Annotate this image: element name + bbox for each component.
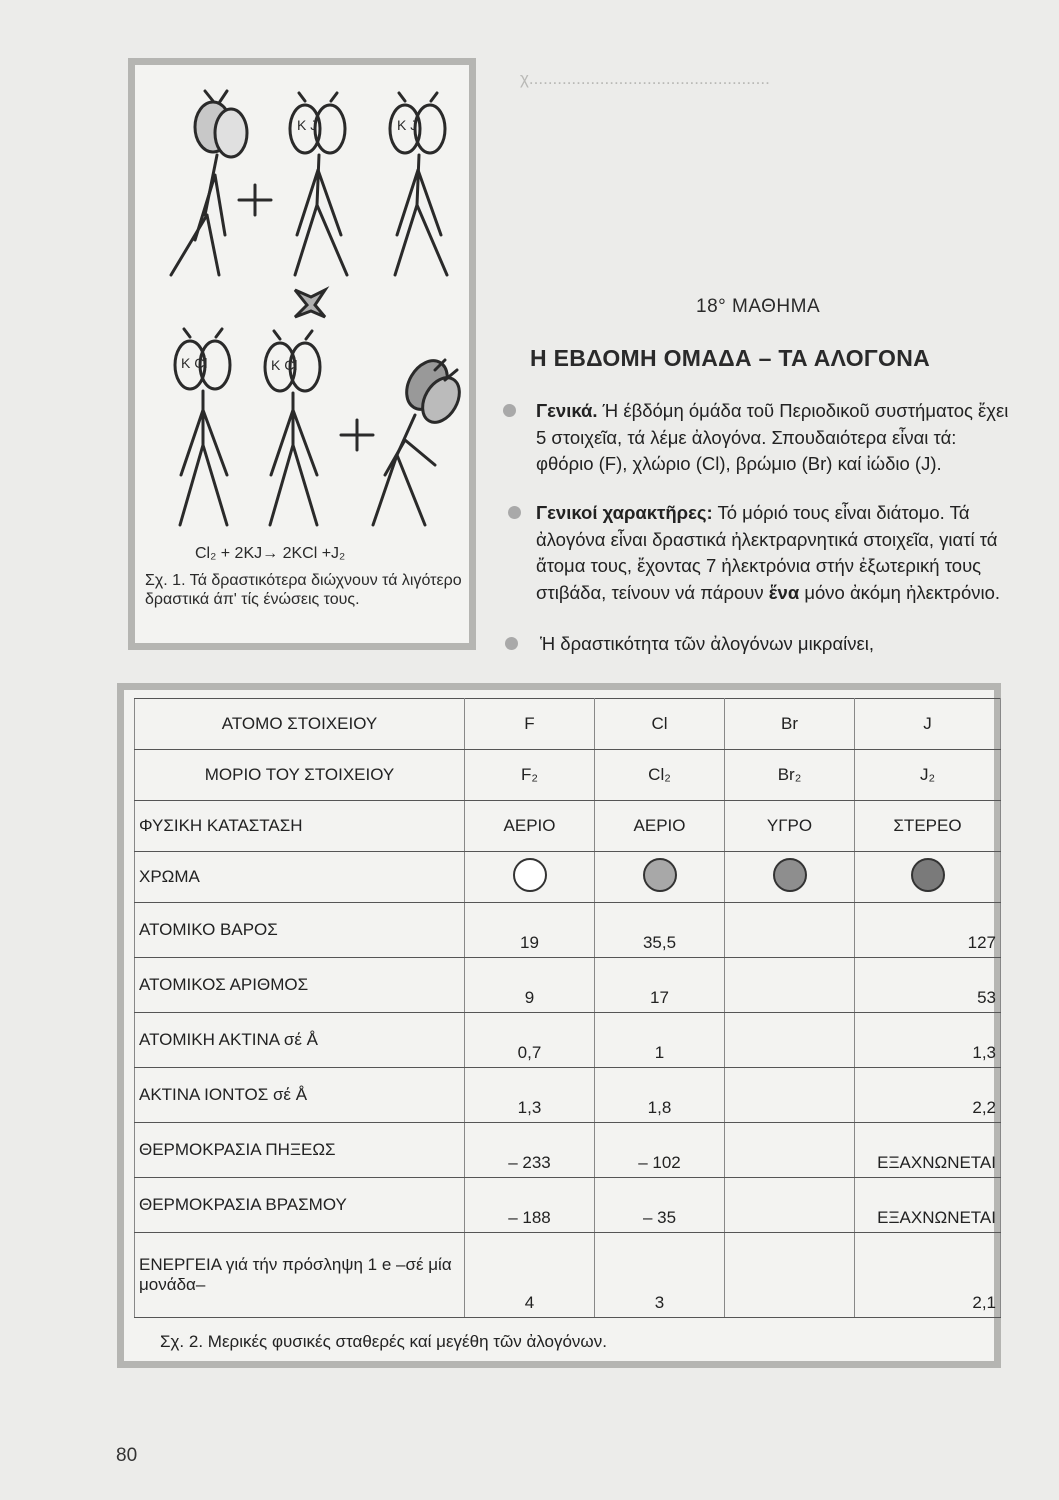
figure-1-caption: Σχ. 1. Τά δραστικότερα διώχνουν τά λιγότερο δραστικά άπ' τίς ένώσεις τους. <box>145 572 462 608</box>
lesson-number: 18° ΜΑΘΗΜΑ <box>696 296 821 317</box>
paragraph-general <box>536 398 1011 478</box>
label-kj-1-text: K J <box>297 117 318 133</box>
cell-f: – 233 <box>465 1123 595 1178</box>
cell-cl: Cl <box>595 699 725 750</box>
cell-br <box>725 852 855 903</box>
cell-f: 9 <box>465 958 595 1013</box>
emphasis-word: ἕνα <box>768 582 800 604</box>
row-label: ΑΤΟΜΙΚΟ ΒΑΡΟΣ <box>135 903 465 958</box>
row-label: ΑΤΟΜΟ ΣΤΟΙΧΕΙΟΥ <box>135 699 465 750</box>
table-row <box>135 958 1001 1013</box>
cell-j: J <box>855 699 1001 750</box>
paragraph-text: Ἡ δραστικότητα τῶν ἀλογόνων μικραίνει, <box>540 633 875 654</box>
cell-j: J₂ <box>855 750 1001 801</box>
row-label: ΕΝΕΡΓΕΙΑ γιά τήν πρόσληψη 1 e –σέ μία μονάδα– <box>135 1233 465 1318</box>
cell-f: 19 <box>465 903 595 958</box>
bullet-icon <box>505 637 518 650</box>
cell-j: ΕΞΑΧΝΩΝΕΤΑΙ <box>855 1178 1001 1233</box>
table-row <box>135 1013 1001 1068</box>
row-label: ΑΤΟΜΙΚΗ ΑΚΤΙΝΑ σέ Å <box>135 1013 465 1068</box>
figure-2-caption: Σχ. 2. Μερικές φυσικές σταθερές καί μεγέθη τῶν ἀλογόνων. <box>160 1332 607 1351</box>
reaction-equation: Cl₂ + 2KJ→ 2KCl +J₂ <box>195 545 346 562</box>
cell-f <box>465 852 595 903</box>
cell-f: – 188 <box>465 1178 595 1233</box>
cell-f: ΑΕΡΙΟ <box>465 801 595 852</box>
table-row <box>135 1233 1001 1318</box>
cell-cl: – 35 <box>595 1178 725 1233</box>
page-number: 80 <box>116 1445 138 1466</box>
cell-cl: 1 <box>595 1013 725 1068</box>
row-label: ΘΕΡΜΟΚΡΑΣΙΑ ΒΡΑΣΜΟΥ <box>135 1178 465 1233</box>
table-row <box>135 852 1001 903</box>
figure-2 <box>117 683 1001 1368</box>
table-row <box>135 1178 1001 1233</box>
row-label: ΦΥΣΙΚΗ ΚΑΤΑΣΤΑΣΗ <box>135 801 465 852</box>
chapter-title: Η ΕΒΔΟΜΗ ΟΜΑΔΑ – ΤΑ ΑΛΟΓΟΝΑ <box>530 345 931 371</box>
cell-j: ΣΤΕΡΕΟ <box>855 801 1001 852</box>
table-row <box>135 750 1001 801</box>
cell-cl: ΑΕΡΙΟ <box>595 801 725 852</box>
cell-f: 1,3 <box>465 1068 595 1123</box>
cell-br <box>725 958 855 1013</box>
bullet-icon <box>508 506 521 519</box>
cell-br: Br <box>725 699 855 750</box>
paragraph-text: Ή έβδόμη όμάδα τοῦ Περιοδικοῦ συστήματος ἔχει 5 στοιχεῖα, τά λέμε ἀλογόνα. Σπουδαιότερα εἶναι τά: φθόριο (F), χλώριο (Cl), βρώμιο (Br) καί ἰώδιο (J). <box>536 400 1009 475</box>
color-swatch <box>911 858 945 892</box>
paragraph-reactivity <box>540 631 1015 658</box>
chlorine-figure <box>171 91 247 275</box>
show-through-text: χ................................................... <box>520 69 770 88</box>
cell-cl: 35,5 <box>595 903 725 958</box>
color-swatch <box>643 858 677 892</box>
row-label: ΘΕΡΜΟΚΡΑΣΙΑ ΠΗΞΕΩΣ <box>135 1123 465 1178</box>
table-row <box>135 1123 1001 1178</box>
color-swatch <box>513 858 547 892</box>
cell-cl: – 102 <box>595 1123 725 1178</box>
row-label: ΧΡΩΜΑ <box>135 852 465 903</box>
paragraph-lead: Γενικά. <box>536 400 598 421</box>
cell-f: 4 <box>465 1233 595 1318</box>
cell-cl: Cl₂ <box>595 750 725 801</box>
cell-f: 0,7 <box>465 1013 595 1068</box>
cell-j: 1,3 <box>855 1013 1001 1068</box>
cell-br <box>725 1178 855 1233</box>
paragraph-tail: μόνο ἀκόμη ἠλεκτρόνιο. <box>799 582 1001 604</box>
cell-j: 53 <box>855 958 1001 1013</box>
table-row <box>135 801 1001 852</box>
cell-br: Br₂ <box>725 750 855 801</box>
table-row <box>135 1068 1001 1123</box>
cell-cl: 1,8 <box>595 1068 725 1123</box>
cell-f: F₂ <box>465 750 595 801</box>
paragraph-lead: Γενικοί χαρακτῆρες: <box>536 502 713 523</box>
row-label: ΑΚΤΙΝΑ ΙΟΝΤΟΣ σέ Å <box>135 1068 465 1123</box>
iodine-figure <box>373 353 467 525</box>
cell-f: F <box>465 699 595 750</box>
paragraph-text: Τό μόριό τους εἶναι διάτομο. Τά ἀλογόνα εἶναι δραστικά ἠλεκτραρνητικά στοιχεῖα, γιατί τά ἄτομα τους, ἔχοντας 7 ἠλεκτρόνια στήν ἐξωτερική τους στιβάδα, τείνουν νά πάρουν <box>536 502 998 604</box>
cell-j <box>855 852 1001 903</box>
label-kcl-2-text: K Cl <box>271 357 298 373</box>
cell-j: 2,1 <box>855 1233 1001 1318</box>
table-row <box>135 903 1001 958</box>
cell-br <box>725 903 855 958</box>
cell-j: ΕΞΑΧΝΩΝΕΤΑΙ <box>855 1123 1001 1178</box>
cell-cl <box>595 852 725 903</box>
cell-j: 2,2 <box>855 1068 1001 1123</box>
cell-br <box>725 1233 855 1318</box>
cell-br <box>725 1013 855 1068</box>
color-swatch <box>773 858 807 892</box>
bullet-icon <box>503 404 516 417</box>
table-row <box>135 699 1001 750</box>
halogen-properties-table <box>134 698 1001 1318</box>
cell-br <box>725 1123 855 1178</box>
paragraph-characteristics <box>536 500 1011 607</box>
figure-1 <box>128 58 476 650</box>
row-label: ΜΟΡΙΟ ΤΟΥ ΣΤΟΙΧΕΙΟΥ <box>135 750 465 801</box>
cell-br: ΥΓΡΟ <box>725 801 855 852</box>
cell-j: 127 <box>855 903 1001 958</box>
cell-cl: 17 <box>595 958 725 1013</box>
row-label: ΑΤΟΜΙΚΟΣ ΑΡΙΘΜΟΣ <box>135 958 465 1013</box>
cell-cl: 3 <box>595 1233 725 1318</box>
cell-br <box>725 1068 855 1123</box>
label-kcl-1-text: K Cl <box>181 355 208 371</box>
halogen-displacement-illustration <box>135 65 469 545</box>
label-kj-2-text: K J <box>397 117 418 133</box>
